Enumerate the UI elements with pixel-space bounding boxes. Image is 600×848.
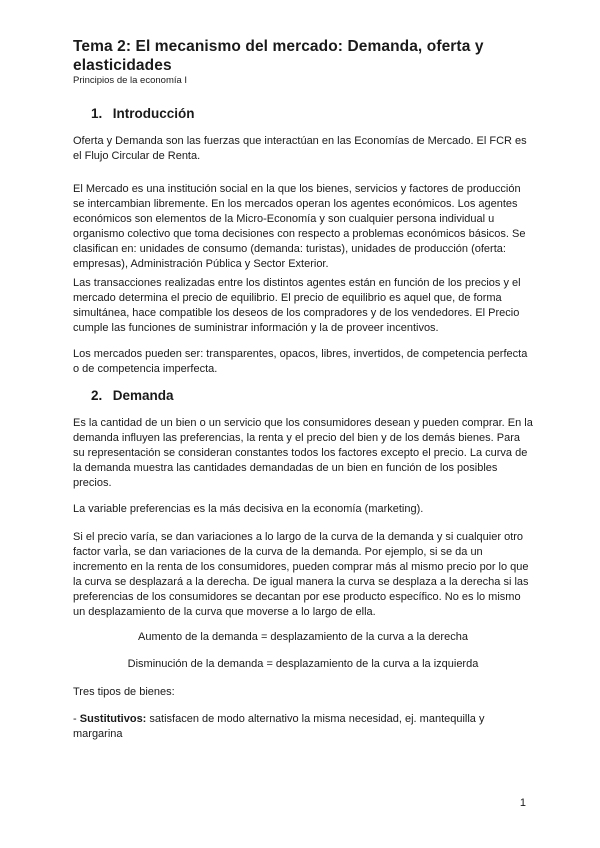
document-subtitle: Principios de la economía I xyxy=(73,75,188,86)
page-number: 1 xyxy=(519,797,526,809)
bullet-text: satisfacen de modo alternativo la misma necesidad, ej. mantequilla y margarina xyxy=(73,713,485,740)
section-heading-introduccion xyxy=(91,106,195,122)
section-number: 2. xyxy=(91,388,103,403)
intro-paragraph-2: El Mercado es una institución social en la que los bienes, servicios y factores de producción se intercambian libremente. En los mercados operan los agentes económicos. Los agentes económicos son elementos de la Micro-Economía y son cualquier persona individual u organismo colectivo que toma decisiones con respecto a problemas económicos básicos. Se clasifican en: unidades de consumo (demanda: turistas), unidades de producción (oferta: empresas), Administración Pública y Sector Exterior. xyxy=(73,183,526,270)
demanda-paragraph-2: La variable preferencias es la más decisiva en la economía (marketing). xyxy=(73,503,424,515)
equation-aumento: Aumento de la demanda = desplazamiento de la curva a la derecha xyxy=(138,631,468,643)
bullet-term: Sustitutivos: xyxy=(79,713,147,725)
section-number: 1. xyxy=(91,106,103,121)
section-heading-demanda xyxy=(91,388,174,404)
intro-paragraph-1: Oferta y Demanda son las fuerzas que interactúan en las Economías de Mercado. El FCR es el Flujo Circular de Renta. xyxy=(73,135,527,162)
bullet-sustitutivos xyxy=(73,712,533,742)
bullet-prefix: - xyxy=(73,713,80,725)
section-title: Introducción xyxy=(112,106,195,121)
demanda-paragraph-1: Es la cantidad de un bien o un servicio que los consumidores desean y pueden comprar. En la demanda influyen las preferencias, la renta y el precio del bien y de los demás bienes. Para su representación se consideran constantes todos los factores excepto el precio. La curva de la demanda muestra las cantidades demandadas de un bien en función de los posibles precios. xyxy=(73,417,533,489)
document-title: Tema 2: El mecanismo del mercado: Demanda, oferta y elasticidades xyxy=(73,38,484,74)
demanda-paragraph-3: Si el precio varía, se dan variaciones a lo largo de la curva de la demanda y si cualquier otro factor varÌa, se dan variaciones de la curva de la demanda. Por ejemplo, si se da un incremento en la renta de los consumidores, pueden comprar más al mismo precio por lo que la curva se desplazará a la derecha. De igual manera la curva se desplaza a la derecha si las preferencias de los consumidores se decantan por ese producto específico. No es lo mismo un desplazamiento de la curva que moverse a lo largo de ella. xyxy=(73,531,529,618)
intro-paragraph-3: Las transacciones realizadas entre los distintos agentes están en función de los precios y el mercado determina el precio de equilibrio. El precio de equilibrio es aquel que, de forma simultánea, hace compatible los deseos de los compradores y de los vendedores. El Precio cumple las funciones de suministrar información y la de proveer incentivos. xyxy=(73,277,521,334)
equation-disminucion: Disminución de la demanda = desplazamiento de la curva a la izquierda xyxy=(127,658,479,670)
intro-paragraph-4: Los mercados pueden ser: transparentes, opacos, libres, invertidos, de competencia perfecta o de competencia imperfecta. xyxy=(73,348,528,375)
section-title: Demanda xyxy=(112,388,174,403)
demanda-paragraph-4: Tres tipos de bienes: xyxy=(73,686,175,698)
